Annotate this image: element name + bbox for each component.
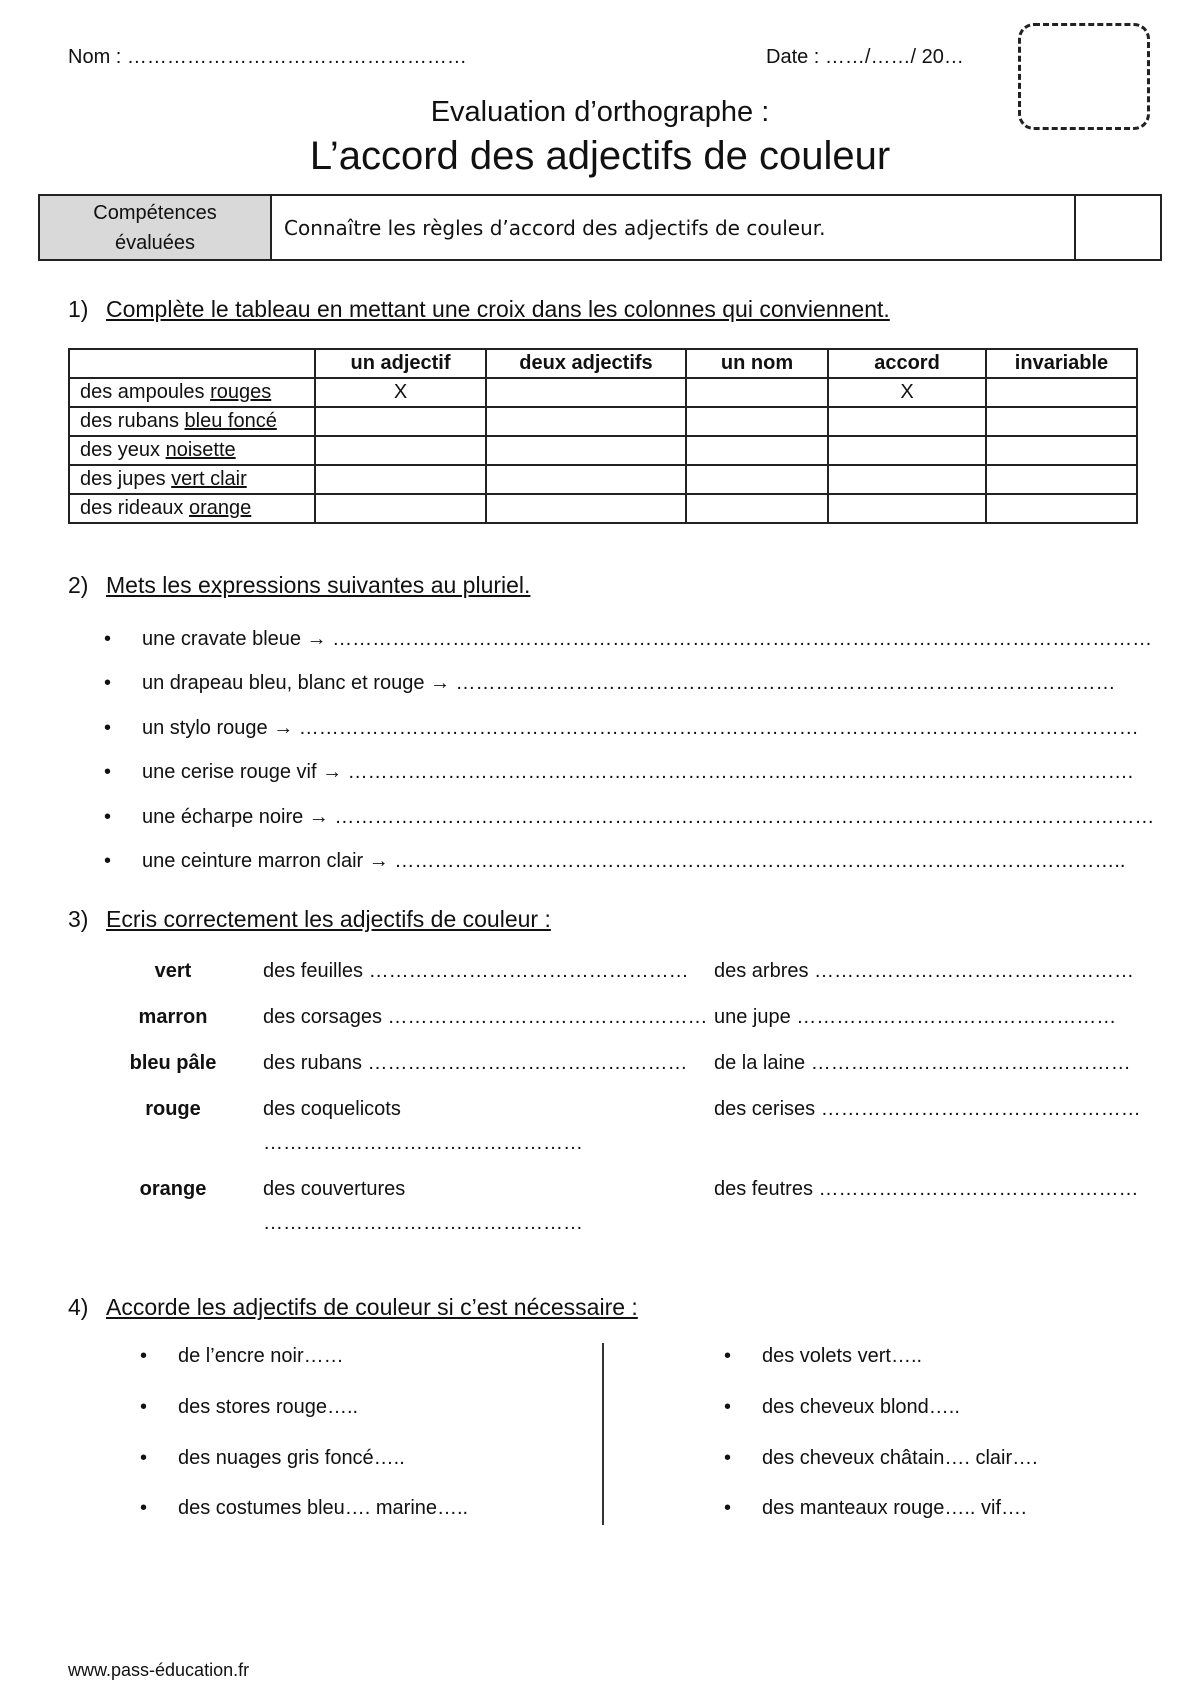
plural-exercise-line[interactable]: une cerise rouge vif → ……………………………………………………………………………………………………….	[142, 761, 1134, 783]
section3-heading	[68, 906, 551, 933]
exercise-blank[interactable]: …………………………………………	[263, 1212, 583, 1234]
section1-instruction: Complète le tableau en mettant une croix dans les colonnes qui conviennent.	[106, 296, 890, 322]
exercise-line: des coquelicots	[263, 1098, 401, 1120]
answer-cell[interactable]	[686, 494, 828, 523]
date-field-label: Date : ……/……/ 20…	[766, 46, 964, 68]
agreement-exercise-line[interactable]: de l’encre noir……	[178, 1345, 344, 1367]
footer-website: www.pass-éducation.fr	[68, 1660, 250, 1680]
exercise-line[interactable]: des rubans …………………………………………	[263, 1052, 688, 1074]
answer-cell[interactable]	[986, 465, 1137, 494]
column-divider	[602, 1343, 604, 1525]
answer-cell[interactable]	[828, 465, 986, 494]
table-row	[69, 407, 1137, 436]
name-field-label: Nom : ……………………………………………	[68, 46, 467, 68]
color-label: marron	[138, 1006, 208, 1028]
agreement-exercise-line[interactable]: des stores rouge…..	[178, 1396, 359, 1418]
color-label: bleu pâle	[129, 1052, 217, 1074]
competences-table	[38, 194, 1162, 261]
section2-number: 2)	[68, 572, 89, 598]
plural-exercise-line[interactable]: un drapeau bleu, blanc et rouge → ………………………………………………………………………………………	[142, 672, 1116, 694]
exercise-line[interactable]: des arbres …………………………………………	[714, 960, 1135, 982]
expression-prefix: des yeux	[80, 439, 166, 461]
exercise-line[interactable]: des cerises …………………………………………	[714, 1098, 1141, 1120]
exercise-line: des couvertures	[263, 1178, 406, 1200]
section1-heading	[68, 296, 890, 323]
column-header: accord	[828, 349, 986, 378]
expression-prefix: des rideaux	[80, 497, 189, 519]
answer-cell[interactable]	[315, 494, 486, 523]
exercise-line[interactable]: de la laine …………………………………………	[714, 1052, 1131, 1074]
answer-cell[interactable]	[486, 494, 686, 523]
expression-adjective: noisette	[165, 439, 236, 461]
column-header: invariable	[986, 349, 1137, 378]
answer-cell[interactable]	[828, 436, 986, 465]
answer-cell[interactable]	[486, 378, 686, 407]
answer-cell[interactable]	[315, 407, 486, 436]
expression-adjective: vert clair	[171, 468, 247, 490]
answer-cell[interactable]: X	[828, 378, 986, 407]
exercise-line[interactable]: une jupe …………………………………………	[714, 1006, 1117, 1028]
expression-cell	[69, 378, 315, 407]
competences-label-line1: Compétences	[93, 201, 217, 224]
classification-table	[68, 348, 1138, 524]
answer-cell[interactable]	[686, 407, 828, 436]
competences-label-line2: évaluées	[114, 231, 196, 254]
exercise-line[interactable]: des feutres …………………………………………	[714, 1178, 1139, 1200]
answer-cell[interactable]	[828, 494, 986, 523]
answer-cell[interactable]	[986, 378, 1137, 407]
table-row	[69, 494, 1137, 523]
plural-exercise-line[interactable]: une ceinture marron clair → ………………………………………………………………………………………………..	[142, 850, 1126, 872]
agreement-exercise-line[interactable]: des volets vert…..	[762, 1345, 923, 1367]
exercise-line[interactable]: des feuilles …………………………………………	[263, 960, 689, 982]
answer-cell[interactable]: X	[315, 378, 486, 407]
competences-label	[39, 195, 271, 260]
answer-cell[interactable]	[686, 465, 828, 494]
expression-cell	[69, 436, 315, 465]
answer-cell[interactable]	[315, 465, 486, 494]
expression-prefix: des ampoules	[80, 381, 211, 403]
column-header: deux adjectifs	[486, 349, 686, 378]
column-header: un adjectif	[315, 349, 486, 378]
expression-cell	[69, 494, 315, 523]
expression-prefix: des jupes	[80, 468, 172, 490]
plural-exercise-line[interactable]: une écharpe noire → ……………………………………………………………………………………………………………	[142, 806, 1155, 828]
page-subtitle: Evaluation d’orthographe :	[430, 96, 770, 128]
section3-instruction: Ecris correctement les adjectifs de couleur :	[106, 906, 551, 932]
answer-cell[interactable]	[986, 407, 1137, 436]
answer-cell[interactable]	[486, 407, 686, 436]
header-empty-cell	[69, 349, 315, 378]
color-label: rouge	[145, 1098, 201, 1120]
page-title: L’accord des adjectifs de couleur	[309, 134, 891, 178]
table-row	[69, 436, 1137, 465]
section2-instruction: Mets les expressions suivantes au pluriel.	[106, 572, 531, 598]
competences-score-cell	[1075, 195, 1161, 260]
answer-cell[interactable]	[828, 407, 986, 436]
color-label: orange	[139, 1178, 207, 1200]
agreement-exercise-line[interactable]: des nuages gris foncé…..	[178, 1447, 405, 1469]
table-row	[69, 465, 1137, 494]
plural-exercise-line[interactable]: un stylo rouge → ………………………………………………………………………………………………………………	[142, 717, 1139, 739]
section4-instruction: Accorde les adjectifs de couleur si c’est nécessaire :	[106, 1294, 638, 1320]
competences-text: Connaître les règles d’accord des adjectifs de couleur.	[271, 195, 1075, 260]
expression-adjective: rouges	[210, 381, 272, 403]
answer-cell[interactable]	[486, 436, 686, 465]
plural-exercise-line[interactable]: une cravate bleue → ……………………………………………………………………………………………………………	[142, 628, 1153, 650]
expression-cell	[69, 407, 315, 436]
answer-cell[interactable]	[686, 378, 828, 407]
expression-cell	[69, 465, 315, 494]
agreement-exercise-line[interactable]: des cheveux châtain…. clair….	[762, 1447, 1038, 1469]
exercise-blank[interactable]: …………………………………………	[263, 1132, 583, 1154]
agreement-exercise-line[interactable]: des cheveux blond…..	[762, 1396, 960, 1418]
expression-adjective: bleu foncé	[184, 410, 277, 432]
section1-number: 1)	[68, 296, 89, 322]
answer-cell[interactable]	[986, 436, 1137, 465]
answer-cell[interactable]	[486, 465, 686, 494]
section4-heading	[68, 1294, 638, 1321]
section4-number: 4)	[68, 1294, 89, 1320]
color-label: vert	[154, 960, 192, 982]
expression-adjective: orange	[188, 497, 252, 519]
exercise-line[interactable]: des corsages …………………………………………	[263, 1006, 708, 1028]
agreement-exercise-line[interactable]: des manteaux rouge….. vif….	[762, 1497, 1027, 1519]
section3-number: 3)	[68, 906, 89, 932]
table-row	[69, 378, 1137, 407]
classification-header-row	[69, 349, 1137, 378]
expression-prefix: des rubans	[80, 410, 185, 432]
answer-cell[interactable]	[686, 436, 828, 465]
column-header: un nom	[686, 349, 828, 378]
answer-cell[interactable]	[986, 494, 1137, 523]
answer-cell[interactable]	[315, 436, 486, 465]
section2-heading	[68, 572, 530, 599]
agreement-exercise-line[interactable]: des costumes bleu…. marine…..	[178, 1497, 469, 1519]
